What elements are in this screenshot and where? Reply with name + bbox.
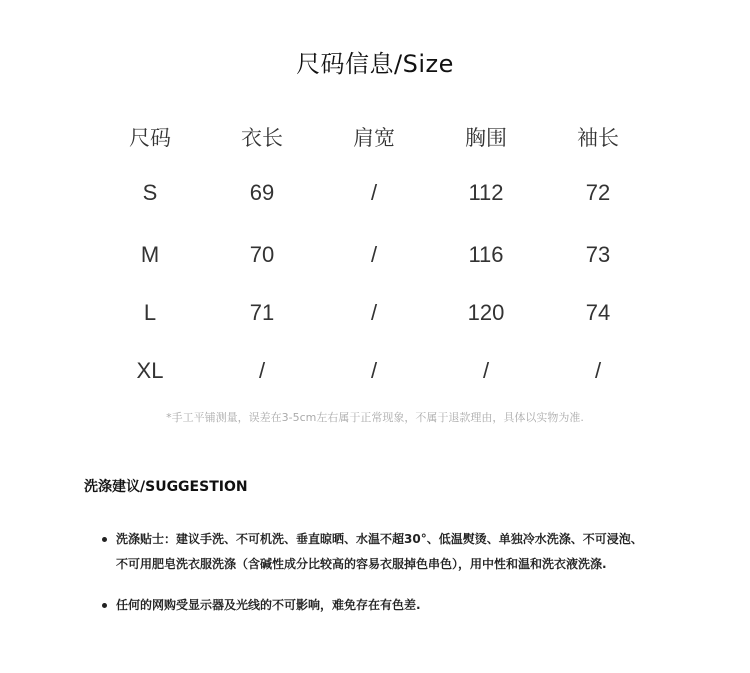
table-cell: 120 xyxy=(467,300,505,325)
table-cell: L xyxy=(143,300,157,325)
table-cell: 74 xyxy=(585,300,611,325)
table-cell: M xyxy=(140,242,160,267)
suggestion-heading: 洗涤建议/SUGGESTION xyxy=(84,479,248,495)
table-cell: 73 xyxy=(585,242,611,267)
table-cell: 72 xyxy=(585,180,611,205)
table-cell: 71 xyxy=(249,300,275,325)
table-header-row xyxy=(94,118,654,156)
suggestion-list xyxy=(102,527,702,618)
table-row xyxy=(94,230,654,280)
list-item xyxy=(102,527,702,577)
table-cell: / xyxy=(370,242,378,267)
measurement-note: *手工平铺测量，误差在3-5cm左右属于正常现象，不属于退款理由，具体以实物为准. xyxy=(166,411,584,424)
table-cell: 70 xyxy=(249,242,275,267)
table-row xyxy=(94,280,654,346)
size-table xyxy=(94,118,654,396)
table-cell: 116 xyxy=(468,242,504,267)
header-chest: 胸围 xyxy=(465,126,507,150)
header-length: 衣长 xyxy=(241,126,283,150)
table-cell: / xyxy=(370,300,378,325)
table-cell: / xyxy=(370,358,378,383)
table-row xyxy=(94,156,654,230)
page-title: 尺码信息/Size xyxy=(296,50,454,78)
table-cell: XL xyxy=(136,358,164,383)
header-sleeve: 袖长 xyxy=(577,126,619,150)
table-cell: 69 xyxy=(249,180,275,205)
list-item-line: 任何的网购受显示器及光线的不可影响，难免存在有色差. xyxy=(116,598,421,612)
table-cell: / xyxy=(258,358,266,383)
list-item xyxy=(102,593,702,618)
bullet-dot-icon xyxy=(102,603,107,608)
table-row xyxy=(94,346,654,396)
table-cell: / xyxy=(594,358,602,383)
table-cell: S xyxy=(142,180,158,205)
table-cell: 112 xyxy=(468,180,504,205)
header-shoulder: 肩宽 xyxy=(353,126,395,150)
list-item-line: 洗涤贴士：建议手洗、不可机洗、垂直晾晒、水温不超30°、低温熨烫、单独冷水洗涤、不可浸泡、 xyxy=(116,532,643,546)
table-cell: / xyxy=(482,358,490,383)
header-size: 尺码 xyxy=(129,126,171,150)
list-item-line: 不可用肥皂洗衣服洗涤（含碱性成分比较高的容易衣服掉色串色），用中性和温和洗衣液洗涤. xyxy=(116,557,607,571)
bullet-dot-icon xyxy=(102,537,107,542)
table-cell: / xyxy=(370,180,378,205)
